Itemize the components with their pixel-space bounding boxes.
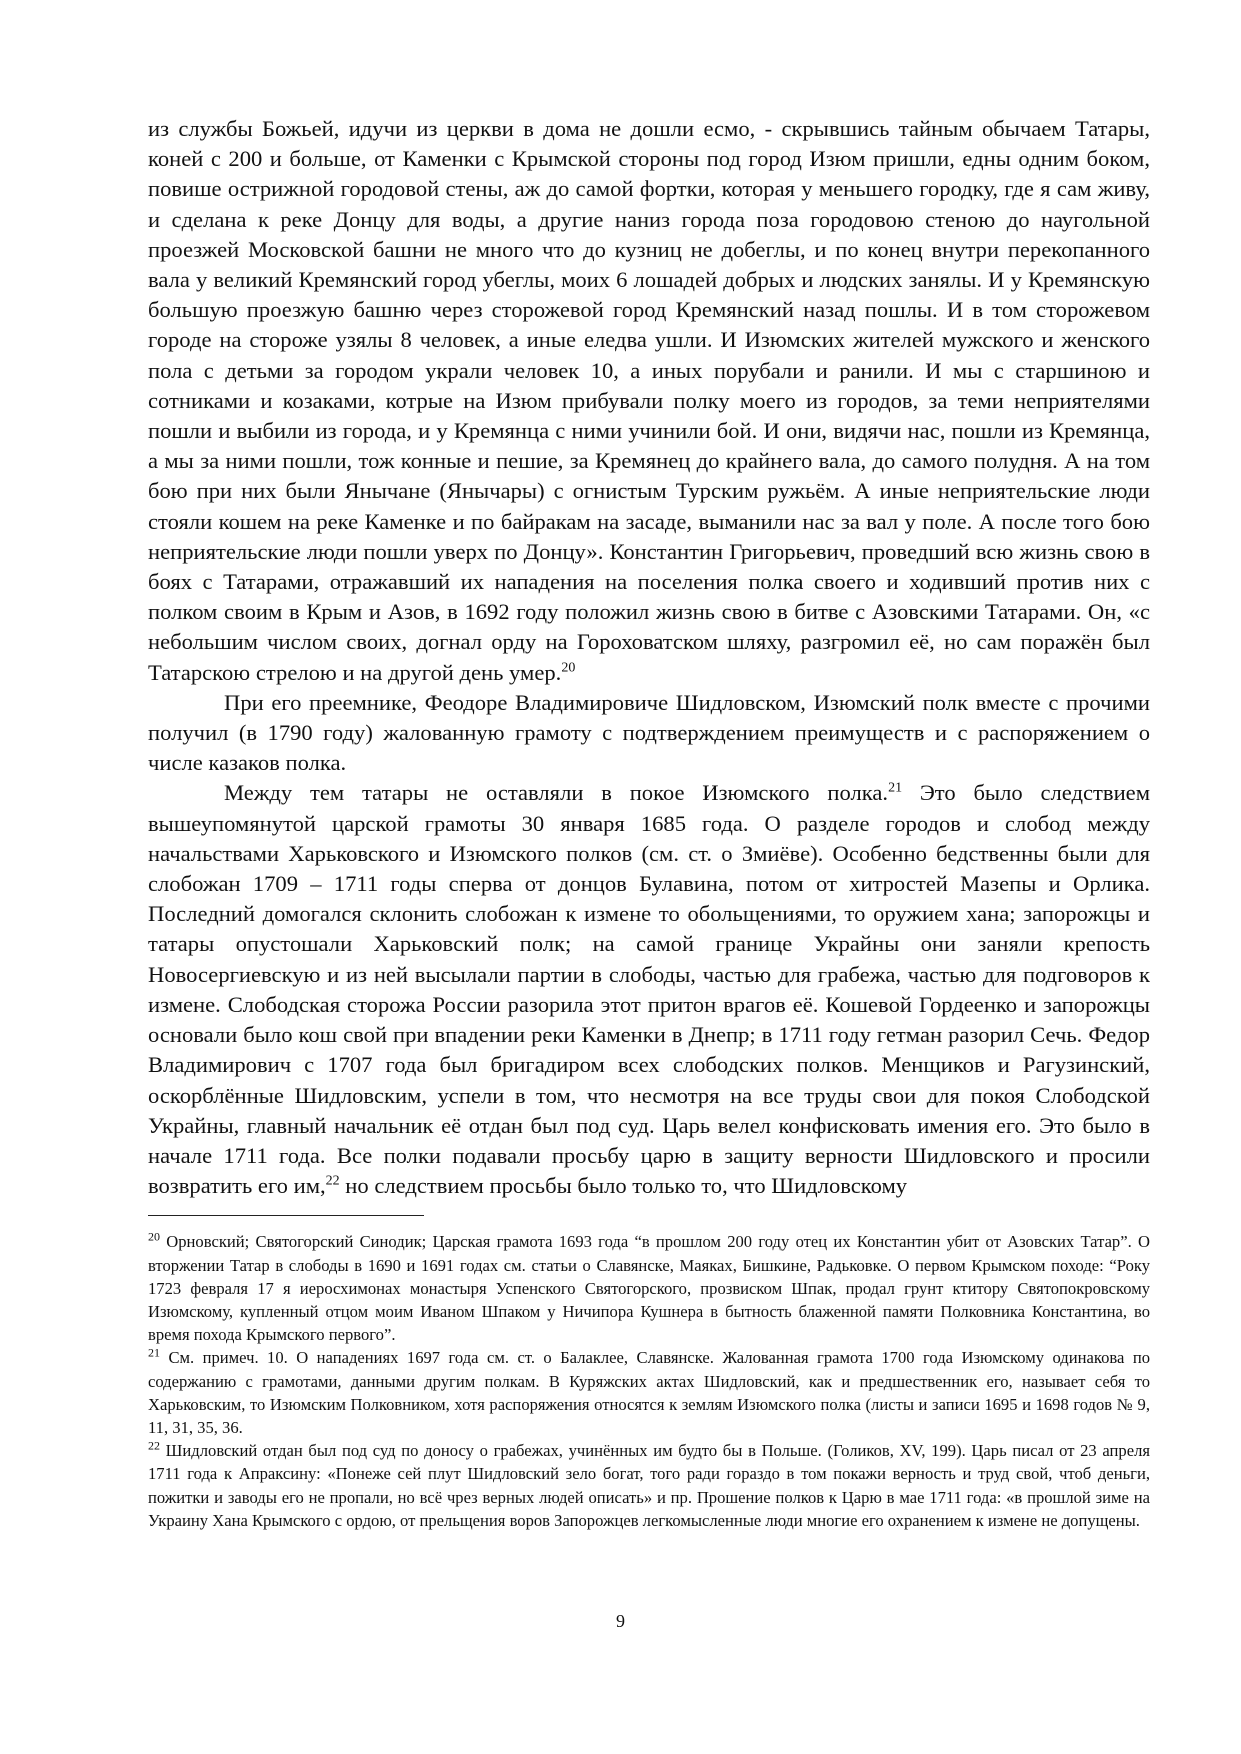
paragraph-3-text-c: но следствием просьбы было только то, что Шидловскому bbox=[339, 1173, 908, 1199]
footnote-divider bbox=[148, 1215, 424, 1216]
paragraph-1-text: из службы Божьей, идучи из церкви в дома не дошли есмо, - скрывшись тайным обычаем Татары, коней с 200 и больше, от Каменки с Крымской стороны под город Изюм пришли, едны одним боком, повише острижной городовой стены, аж до самой фортки, которая у меньшего городку, где я сам живу, и сделана к реке Донцу для воды, а другие наниз города поза городовою стеною до наугольной проезжей Московской башни не много что до кузниц не добеглы, и по конец внутри перекопанного вала у великий Кремянский город убеглы, моих 6 лошадей добрых и людских занялы. И у Кремянскую большую проезжую башню через сторожевой город Кремянский назад пошлы. И в том сторожевом городе на стороже узялы 8 человек, а иные еледва ушли. И Изюмских жителей мужского и женского пола с детьми за городом украли человек 10, а иных порубали и ранили. И мы с старшиною и сотниками и козаками, котрые на Изюм прибували полку моего из городов, за теми неприятелями пошли и выбили из города, и у Кремянца с ними учинили бой. И они, видячи нас, пошли из Кремянца, а мы за ними пошли, тож конные и пешие, за Кремянец до крайнего вала, до самого полудня. А на том бою при них были Янычане (Янычары) с огнистым Турским ружьём. А иные неприятельские люди стояли кошем на реке Каменке и по байракам на засаде, выманили нас за вал у поле. А после того бою неприятельские люди пошли уверх по Донцу». Константин Григорьевич, проведший всю жизнь свою в боях с Татарами, отражавший их нападения на поселения полка своего и ходивший против них с полком своим в Крым и Азов, в 1692 году положил жизнь свою в битве с Азовскими Татарами. Он, «с небольшим числом своих, догнал орду на Гороховатском шляху, разгромил её, но сам поражён был Татарскою стрелою и на другой день умер. bbox=[148, 116, 1150, 685]
paragraph-2: При его преемнике, Феодоре Владимировиче Шидловском, Изюмский полк вместе с прочими получил (в 1790 году) жалованную грамоту с подтверждением преимуществ и с распоряжением о числе казаков полка. bbox=[148, 689, 1150, 776]
footnote-number: 21 bbox=[148, 1345, 160, 1360]
footnote-text: Шидловский отдан был под суд по доносу о грабежах, учинённых им будто бы в Польше. (Голиков, XV, 199). Царь писал от 23 апреля 1711 года к Апраксину: «Понеже сей плут Шидловский зело богат, того ради гораздо в том покажи верность и труд свой, чтоб деньги, пожитки и заводы его не пропали, но всё чрез верных людей описать» и пр. Прошение полков к Царю в мае 1711 года: «в прошлой зиме на Украину Хана Крымского с ордою, от прельщения воров Запорожцев легкомысленные люди многие его охранением к измене не допущены. bbox=[148, 1441, 1150, 1530]
paragraph-1 bbox=[148, 114, 1150, 688]
main-text bbox=[148, 114, 1150, 1201]
footnote-number: 22 bbox=[148, 1438, 160, 1453]
footnote-text: Орновский; Святогорский Синодик; Царская грамота 1693 года “в прошлом 200 году отец их Константин убит от Азовских Татар”. О вторжении Татар в слободы в 1690 и 1691 годах см. статьи о Славянске, Маяках, Бишкине, Радьковке. О первом Крымском походе: “Року 1723 февраля 17 я иеросхимонах монастыря Успенского Святогорского, прозвиском Шпак, продал грунт ктитору Святопокровскому Изюмскому, купленный отцом моим Иваном Шпаком у Ничипора Кушнера в бытность блаженной памяти Полковника Константина, во время похода Крымского первого”. bbox=[148, 1232, 1150, 1345]
footnote-number: 20 bbox=[148, 1229, 160, 1244]
paragraph-3 bbox=[148, 778, 1150, 1201]
footnote-20 bbox=[148, 1230, 1150, 1346]
footnote-text: См. примеч. 10. О нападениях 1697 года см. ст. о Балаклее, Славянске. Жалованная грамота 1700 года Изюмскому одинакова по содержанию с грамотами, данными другим полкам. В Куряжских актах Шидловский, как и предшественник его, называет себя то Харьковским, то Изюмским Полковником, хотя распоряжения относятся к землям Изюмского полка (листы и записи 1695 и 1698 годов № 9, 11, 31, 35, 36. bbox=[148, 1348, 1150, 1437]
footnotes bbox=[148, 1230, 1150, 1532]
footnote-21 bbox=[148, 1346, 1150, 1439]
paragraph-3-text-a: Между тем татары не оставляли в покое Изюмского полка. bbox=[224, 780, 889, 806]
page-content bbox=[148, 114, 1150, 1532]
footnote-ref-22[interactable]: 22 bbox=[325, 1173, 340, 1189]
page-number: 9 bbox=[616, 1611, 625, 1631]
footnote-ref-20[interactable]: 20 bbox=[561, 660, 576, 676]
paragraph-3-text-b: Это было следствием вышеупомянутой царской грамоты 30 января 1685 года. О разделе городов и слобод между начальствами Харьковского и Изюмского полков (см. ст. о Змиёве). Особенно бедственны были для слобожан 1709 – 1711 годы сперва от донцов Булавина, потом от хитростей Мазепы и Орлика. Последний домогался склонить слобожан к измене то обольщениями, то оружием хана; запорожцы и татары опустошали Харьковский полк; на самой границе Украйны они заняли крепость Новосергиевскую и из ней высылали партии в слободы, частью для грабежа, частью для подговоров к измене. Слободская сторожа России разорила этот притон врагов её. Кошевой Гордеенко и запорожцы основали было кош свой при впадении реки Каменки в Днепр; в 1711 году гетман разорил Сечь. Федор Владимирович с 1707 года был бригадиром всех слободских полков. Менщиков и Рагузинский, оскорблённые Шидловским, успели в том, что несмотря на все труды свои для покоя Слободской Украйны, главный начальник её отдан был под суд. Царь велел конфисковать имения его. Это было в начале 1711 года. Все полки подавали просьбу царю в защиту верности Шидловского и просили возвратить его им, bbox=[148, 780, 1150, 1199]
footnote-ref-21[interactable]: 21 bbox=[888, 780, 903, 796]
footnote-22 bbox=[148, 1439, 1150, 1532]
